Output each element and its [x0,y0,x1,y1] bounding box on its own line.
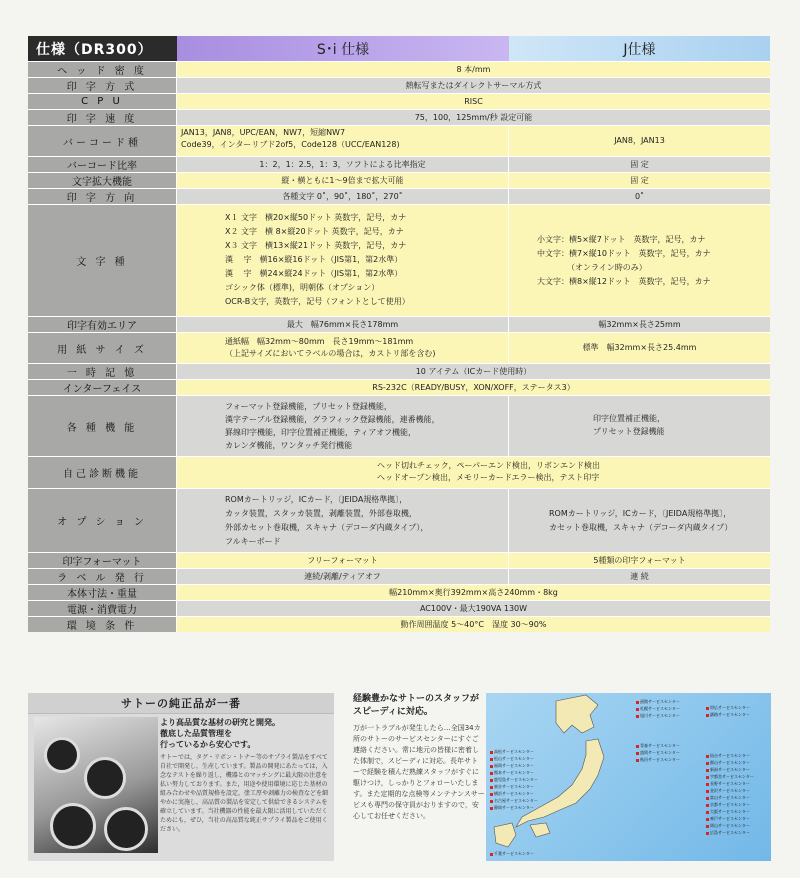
row-power [28,600,770,616]
row-label: バーコード種 [28,126,177,156]
row-label: 電源・消費電力 [28,601,177,616]
row-label: 各 種 機 能 [28,396,177,456]
row-print-method [28,77,770,93]
si-value [177,396,509,456]
service-body: 万が一トラブルが発生したら…全国34カ所のサトーのサービスセンターにすぐご連絡ください。常に地元の皆様に密着した体制で，スピーディに対応。長年サトーで経験を積んだ熟練スタッフがすぐに駆けつけ，しっかりとフォローいたします。また定期的な点検等メンテナンスサービスも専門の保守員がおりますので，安心してお任せください。 [353,724,485,820]
headline-line: 徹底した品質管理を [160,729,232,738]
service-center-label: 静岡サービスセンター [490,805,534,811]
value-line: カッタ装置，スタッカ装置，剥離装置，外部巻取機， [225,509,417,518]
value-line: 漢 字 横24×縦24ドット（JIS第1，第2水準） [225,269,403,278]
row-label: 一 時 記 憶 [28,364,177,379]
row-label: 印 字 方 式 [28,78,177,93]
value-line: 中文字：横7×縦10ドット 英数字，記号，カナ [537,249,711,258]
row-label: 印 字 速 度 [28,110,177,125]
row-value: RISC [177,94,770,109]
si-value: 連続/剥離/ティアオフ [177,569,509,584]
row-value: RS-232C（READY/BUSY，XON/XOFF，ステータス3） [177,380,770,395]
service-center-label: 長野サービスセンター [706,781,750,787]
service-section [353,693,485,822]
headline-line: 経験豊かなサトーのスタッフが [353,694,480,704]
service-center-label: 札幌サービスセンター [636,706,680,712]
service-center-label: 神戸サービスセンター [706,816,750,822]
service-center-label: 郡山サービスセンター [706,760,750,766]
row-print-speed [28,109,770,125]
value-line: ゴシック体（標準)，明朝体（オプション） [225,283,380,292]
value-line: 罫線印字機能，印字位置補正機能，ティアオフ機能， [225,428,417,437]
spec-title: 仕様（DR300） [28,36,177,61]
value-line: X１ 文字 横20×縦50ドット 英数字，記号，カナ [225,213,407,222]
value-line: 印字位置補正機能， [593,414,665,423]
j-value: 5種類の印字フォーマット [509,553,770,568]
j-value: 連 続 [509,569,770,584]
row-label: 印字有効エリア [28,317,177,332]
value-line: 小文字：横5×縦7ドット 英数字，記号，カナ [537,235,706,244]
supplies-photo [34,717,158,853]
value-line: Code39，インターリブド2of5，Code128（UCC/EAN128) [181,140,400,149]
ribbon-roll-image [44,737,80,773]
si-value [177,205,509,316]
value-line: ヘッド切れチェック，ペーパーエンド検出，リボンエンド検出 [377,461,601,470]
value-line: 通紙幅 幅32mm〜80mm 長さ19mm〜181mm [225,337,414,346]
service-center-label: 釧路サービスセンター [706,712,750,718]
value-line: フルキーボード [225,537,281,546]
row-value: 8 本/mm [177,62,770,77]
value-line: ヘッドオープン検出，メモリーカードエラー検出，テスト印字 [377,473,600,482]
si-value: 最大 幅76mm×長さ178mm [177,317,509,332]
j-value [509,489,770,552]
si-value: フリーフォーマット [177,553,509,568]
value-line: （オンライン時のみ） [567,263,647,272]
row-label-issue [28,568,770,584]
value-line: 大文字：横8×縦12ドット 英数字，記号，カナ [537,277,711,286]
service-center-label: 青森サービスセンター [636,743,680,749]
j-value: 0˚ [509,189,770,204]
service-center-label: 岡山サービスセンター [706,823,750,829]
service-center-label: 大阪サービスセンター [706,809,750,815]
value-line: ROMカートリッジ，ICカード，〔JEIDA規格準拠〕， [225,495,408,504]
service-center-label: 高松サービスセンター [490,749,534,755]
row-head-density [28,61,770,77]
service-center-label: 千葉サービスセンター [490,851,534,857]
row-label: 用 紙 サ イ ズ [28,333,177,363]
service-center-label: 東京サービスセンター [490,784,534,790]
value-line: 外部カセット巻取機，スキャナ（デコーダ内蔵タイプ）， [225,523,429,532]
service-center-label: 富山サービスセンター [706,795,750,801]
si-spec-header: S･i 仕様 [177,36,509,61]
j-value: 固 定 [509,173,770,188]
row-dimensions [28,584,770,600]
value-line: OCR-B文字，英数字，記号（フォントとして使用） [225,297,410,306]
row-barcode [28,125,770,156]
value-line: カレンダ機能，ワンタッチ発行機能 [225,441,353,450]
row-value: 動作周囲温度 5〜40°C 湿度 30〜90% [177,617,770,632]
promo-text [160,717,332,834]
service-center-label: 鹿児島サービスセンター [490,777,538,783]
j-value: JAN8，JAN13 [509,126,770,156]
service-center-label: 旭川サービスセンター [636,713,680,719]
value-line: 漢 字 横16×縦16ドット（JIS第1，第2水準） [225,255,403,264]
j-value: 幅32mm×長さ25mm [509,317,770,332]
si-value [177,333,509,363]
row-print-area [28,316,770,332]
promo-title: サトーの純正品が一番 [28,693,334,714]
headline-line: より高品質な基材の研究と開発。 [160,718,280,727]
si-value: 各種文字 0˚，90˚，180˚，270˚ [177,189,509,204]
spec-table [28,36,770,632]
row-label: ラ ベ ル 発 行 [28,569,177,584]
row-label: オ プ シ ョ ン [28,489,177,552]
row-label: ヘ ッ ド 密 度 [28,62,177,77]
service-center-label: 熊本サービスセンター [490,770,534,776]
si-value [177,489,509,552]
value-line: プリセット登録機能 [593,427,665,436]
value-line: ROMカートリッジ，ICカード，〔JEIDA規格準拠〕， [549,509,732,518]
ribbon-roll-image [50,803,96,849]
row-options [28,488,770,552]
service-center-label: 京都サービスセンター [706,802,750,808]
value-line: X２ 文字 横 8×縦20ドット 英数字，記号，カナ [225,227,404,236]
service-center-label: 函館サービスセンター [636,699,680,705]
promo-body: サトーでは，タグ・リボン・トナー等のサプライ製品をすべて自社で開発し，生産しています。製品の開発にあたっては，入念なテストを繰り返し，機器とのマッチングに最大限の注意を払い努力しております。また，用途や使用環境に応じた基材の組み合わせや品質規格を設定，塗工厚や剥離力の検査などを細やかに実施し，高品質の製品を安定して供給できるシステムを確立しています。当社機器の性能を最大限に活用していただくためにも，ぜひ，当社の高品質な純正サプライ製品をご使用ください。 [160,754,329,833]
row-label: 印字フォーマット [28,553,177,568]
value-line: フォーマット登録機能，プリセット登録機能， [225,402,392,411]
ribbon-roll-image [84,757,126,799]
row-print-format [28,552,770,568]
service-center-label: 新潟サービスセンター [706,767,750,773]
row-value: 75，100，125mm/秒 設定可能 [177,110,770,125]
row-label: バーコード比率 [28,157,177,172]
service-center-label: 秋田サービスセンター [636,757,680,763]
si-value: 縦・横ともに1〜9倍まで拡大可能 [177,173,509,188]
service-center-label: 名古屋サービスセンター [490,798,538,804]
row-label: インターフェイス [28,380,177,395]
row-value [177,457,770,488]
ribbon-roll-image [104,807,148,851]
headline-line: 行っているから安心です。 [160,740,256,749]
row-label: 印 字 方 向 [28,189,177,204]
value-line: 漢字テーブル登録機能，グラフィック登録機能，連番機能， [225,415,440,424]
row-interface [28,379,770,395]
value-line: （上記サイズにおいてラベルの場合は，カストリ部を含む) [225,349,436,358]
row-environment [28,616,770,632]
j-value [509,205,770,316]
row-char-types [28,204,770,316]
j-value: 標準 幅32mm×長さ25.4mm [509,333,770,363]
service-center-label: 宇都宮サービスセンター [706,774,754,780]
service-center-label: 帯広サービスセンター [706,705,750,711]
row-value: 10 アイテム（ICカード使用時） [177,364,770,379]
row-label: 文 字 種 [28,205,177,316]
si-value [177,126,509,156]
row-label: 文字拡大機能 [28,173,177,188]
service-center-label: 金沢サービスセンター [706,788,750,794]
row-label: 自己診断機能 [28,457,177,488]
row-label: C P U [28,94,177,109]
si-value: 1：2，1：2.5，1：3，ソフトによる比率指定 [177,157,509,172]
row-print-direction [28,188,770,204]
service-center-label: 広島サービスセンター [706,830,750,836]
row-self-diagnosis [28,456,770,488]
service-center-label: 盛岡サービスセンター [636,750,680,756]
genuine-products-panel [28,693,334,861]
j-value [509,396,770,456]
service-center-label: 仙台サービスセンター [706,753,750,759]
row-functions [28,395,770,456]
service-headline [353,693,485,719]
service-center-label: 福岡サービスセンター [490,763,534,769]
service-center-label: 松山サービスセンター [490,756,534,762]
j-value: 固 定 [509,157,770,172]
value-line: JAN13，JAN8，UPC/EAN，NW7，短縮NW7 [181,128,346,137]
row-cpu [28,93,770,109]
value-line: カセット巻取機，スキャナ（デコーダ内蔵タイプ） [549,523,733,532]
headline-line: スピーディに対応。 [353,707,433,717]
service-center-map [486,693,771,861]
value-line: X３ 文字 横13×縦21ドット 英数字，記号，カナ [225,241,407,250]
service-center-label: 横浜サービスセンター [490,791,534,797]
j-spec-header: J仕様 [509,36,770,61]
row-barcode-ratio [28,156,770,172]
spec-header [28,36,770,61]
row-label: 環 境 条 件 [28,617,177,632]
promo-headline [160,717,332,750]
row-value: 幅210mm×奥行392mm×高さ240mm・8kg [177,585,770,600]
row-label: 本体寸法・重量 [28,585,177,600]
row-paper-size [28,332,770,363]
row-value: AC100V・最大190VA 130W [177,601,770,616]
row-temp-memory [28,363,770,379]
row-char-expand [28,172,770,188]
row-value: 熱転写またはダイレクトサーマル方式 [177,78,770,93]
